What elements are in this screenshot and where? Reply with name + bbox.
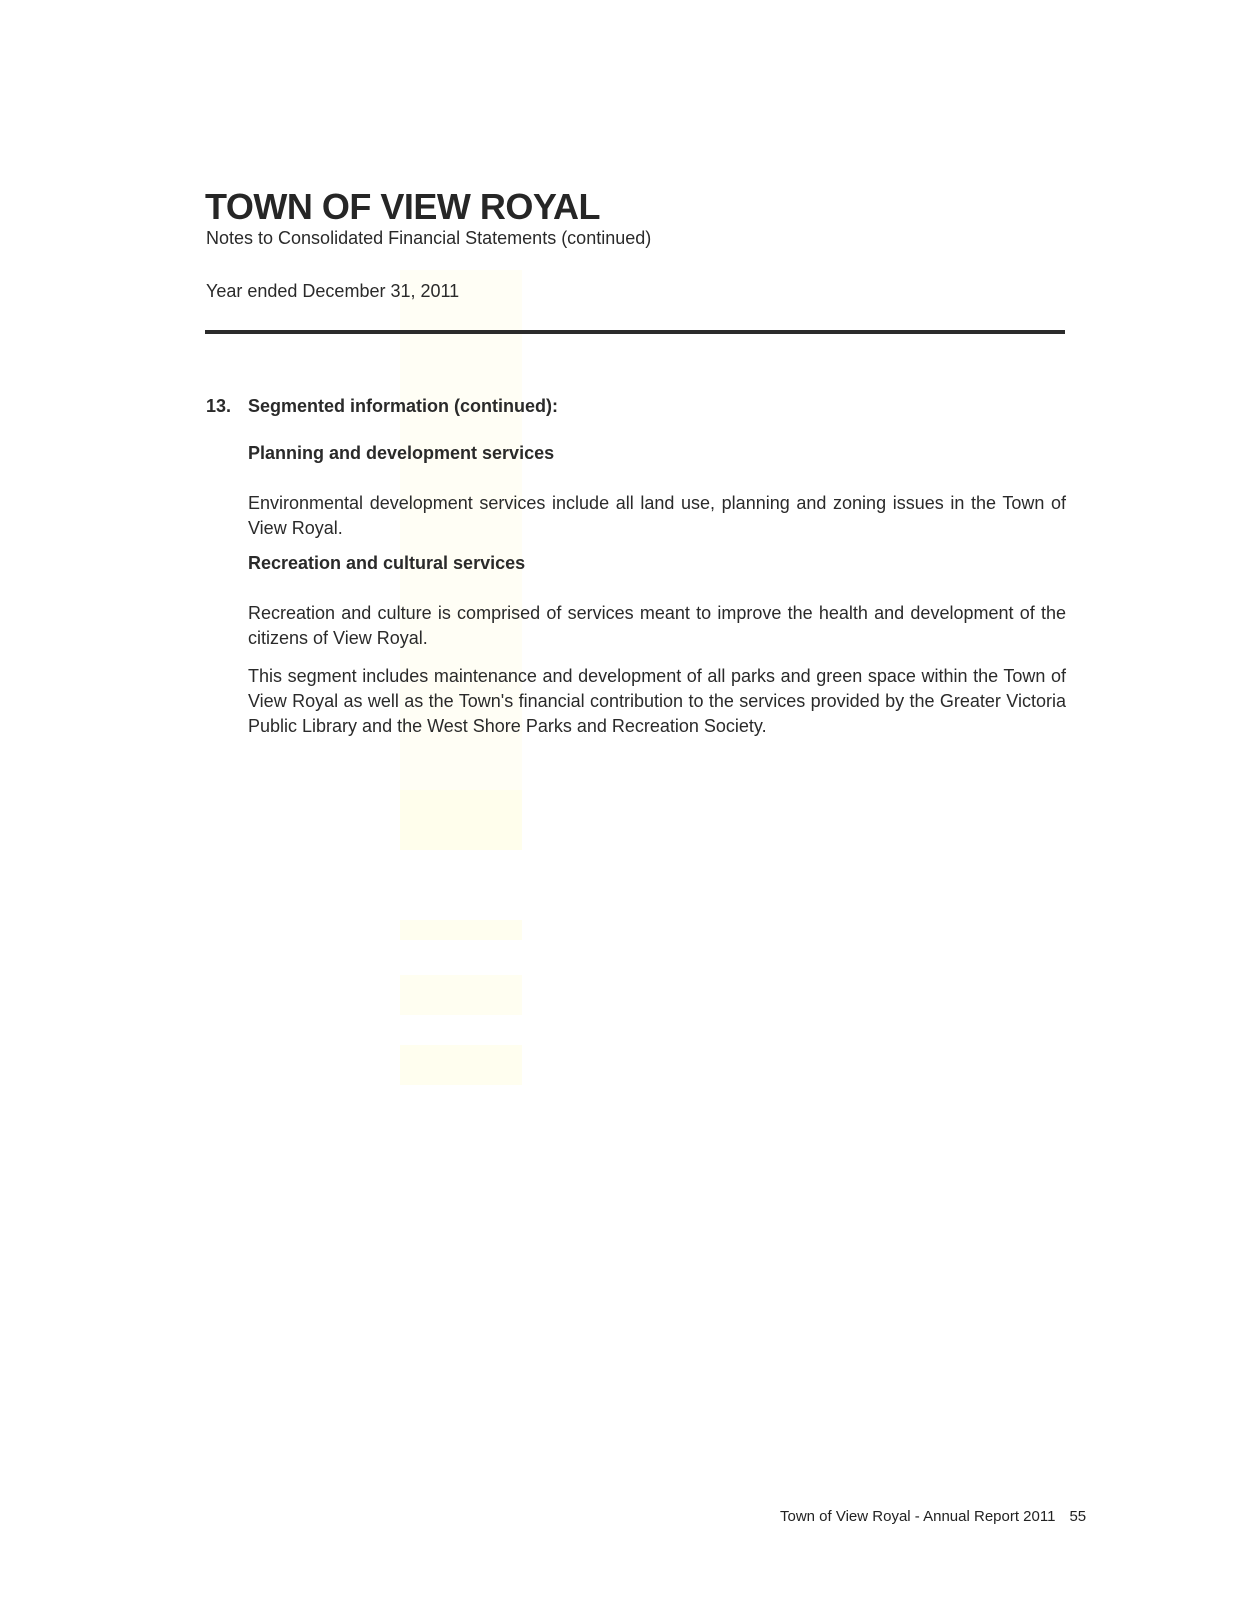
header-divider <box>205 330 1065 334</box>
section-title: Segmented information (continued): <box>248 396 558 416</box>
subsection-heading-planning: Planning and development services <box>248 443 555 463</box>
paragraph-recreation-2: This segment includes maintenance and development of all parks and green space within the Town of View Royal as well as the Town's financial contribution to the services provided by the Greater Victoria Public Library and the West Shore Parks and Recreation Society. <box>248 666 1066 736</box>
scan-artifact <box>400 790 522 850</box>
footer-report-name: Town of View Royal - Annual Report 2011 <box>780 1508 1056 1525</box>
section-heading <box>206 396 558 417</box>
document-subtitle: Notes to Consolidated Financial Statements (continued) <box>206 228 652 248</box>
subsection-heading-recreation: Recreation and cultural services <box>248 553 526 573</box>
paragraph-planning: Environmental development services include all land use, planning and zoning issues in the Town of View Royal. <box>248 493 1066 538</box>
paragraph-recreation-1: Recreation and culture is comprised of services meant to improve the health and development of the citizens of View Royal. <box>248 603 1066 648</box>
page-footer <box>780 1508 1086 1525</box>
scan-artifact <box>400 975 522 1015</box>
page-number: 55 <box>1069 1508 1087 1525</box>
document-title: TOWN OF VIEW ROYAL <box>205 186 601 227</box>
section-number: 13. <box>206 396 232 416</box>
scan-artifact <box>400 1045 522 1085</box>
scan-artifact <box>400 920 522 940</box>
reporting-period: Year ended December 31, 2011 <box>206 281 460 301</box>
